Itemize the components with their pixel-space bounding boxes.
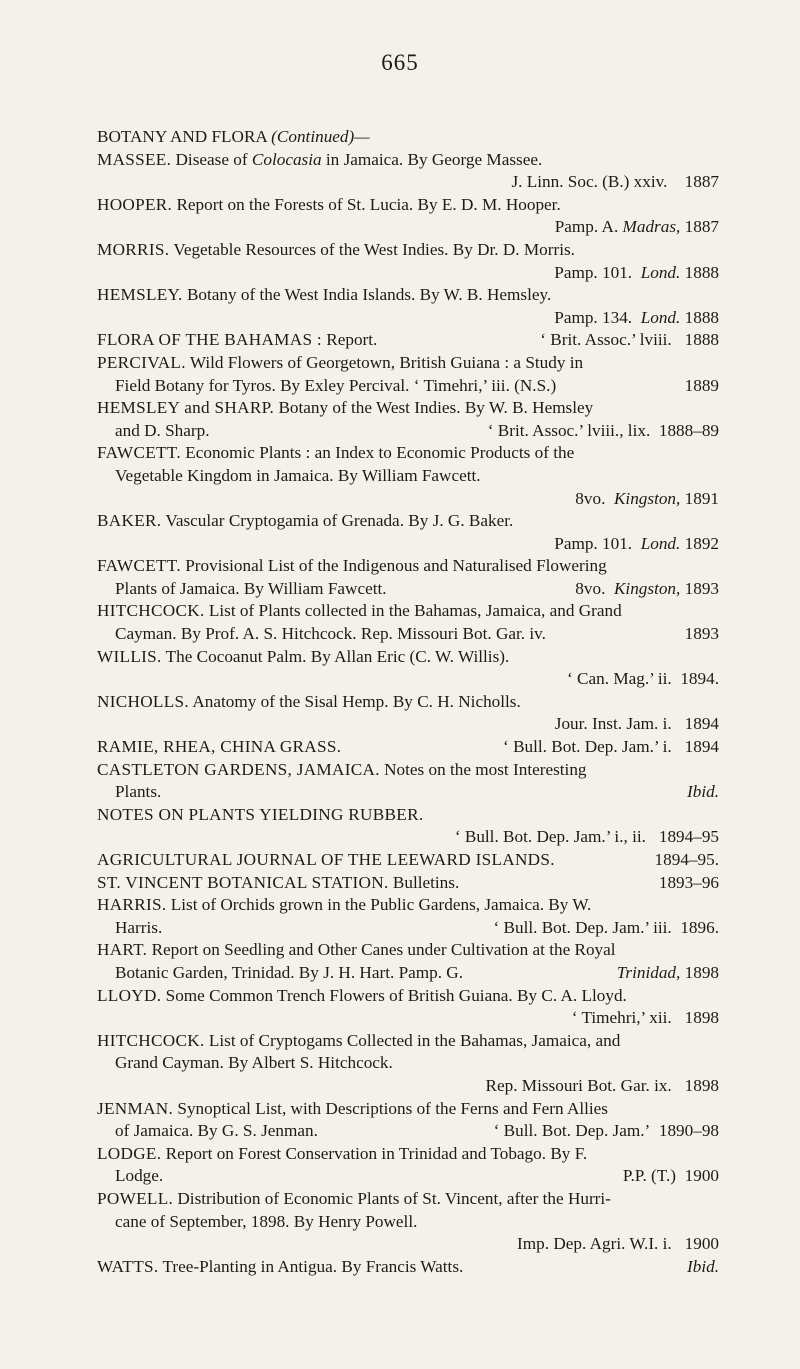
section-heading-continued: (Continued)— <box>271 127 370 146</box>
entry-ibid: Ibid. <box>687 1256 719 1276</box>
entry-year: 1893–96 <box>658 872 719 892</box>
entry-author: CASTLETON GARDENS, JAMAICA. <box>97 759 380 779</box>
entry-hitchcock-1893 <box>97 600 719 645</box>
entry-lodge <box>97 1143 719 1188</box>
entry-title: Botany of the West Indies. By W. B. Hemsley <box>278 398 594 418</box>
entry-year: 1900 <box>684 1166 719 1186</box>
entry-title: List of Cryptogams Collected in the Bahamas, Jamaica, and <box>208 1030 621 1050</box>
entry-morris <box>97 239 719 284</box>
entry-author: LODGE. <box>97 1143 162 1163</box>
entry-citation: 8vo. <box>575 578 606 598</box>
entry-citation: ‘ Brit. Assoc.’ lviii., lix. <box>487 420 651 440</box>
entry-author: LLOYD. <box>97 985 162 1005</box>
entry-watts <box>97 1256 719 1279</box>
entry-citation: ‘ Timehri,’ xii. <box>571 1008 672 1028</box>
entry-title: Some Common Trench Flowers of British Guiana. By C. A. Lloyd. <box>165 985 627 1005</box>
page-number: 665 <box>381 50 419 75</box>
entry-title-cont: Cayman. By Prof. A. S. Hitchcock. Rep. Missouri Bot. Gar. iv. <box>115 624 546 644</box>
entry-title: Vegetable Resources of the West Indies. By Dr. D. Morris. <box>173 239 575 259</box>
entry-title-rest: in Jamaica. By George Massee. <box>325 149 543 169</box>
entry-author: FLORA OF THE BAHAMAS : <box>97 330 322 350</box>
entry-citation: 8vo. <box>575 488 606 508</box>
entry-hooper <box>97 194 719 239</box>
entry-author: HEMSLEY. <box>97 285 183 305</box>
entry-harris <box>97 894 719 939</box>
entry-year: 1900 <box>684 1234 719 1254</box>
entry-author: HITCHCOCK. <box>97 1030 205 1050</box>
entry-citation: ‘ Brit. Assoc.’ lviii. <box>540 330 672 350</box>
entry-title-cont: Plants. <box>115 782 162 802</box>
entry-author: NOTES ON PLANTS YIELDING RUBBER. <box>97 804 424 824</box>
entry-willis <box>97 646 719 691</box>
entry-citation: Pamp. A. <box>554 217 619 237</box>
entry-title: Distribution of Economic Plants of St. Vincent, after the Hurri- <box>177 1188 611 1208</box>
entry-title-cont: Field Botany for Tyros. By Exley Percival. ‘ Timehri,’ iii. (N.S.) <box>115 375 557 395</box>
entry-title-cont: and D. Sharp. <box>115 420 210 440</box>
entry-year: 1898 <box>684 1008 719 1028</box>
entry-title-cont: Lodge. <box>115 1166 164 1186</box>
entry-author: HARRIS. <box>97 895 167 915</box>
entry-author: HEMSLEY and SHARP. <box>97 398 275 418</box>
entry-notes-rubber <box>97 804 719 849</box>
entry-author: HITCHCOCK. <box>97 601 205 621</box>
entry-title: Report on Forest Conservation in Trinidad and Tobago. By F. <box>165 1143 588 1163</box>
entry-place: Lond. <box>640 262 681 282</box>
entry-citation: ‘ Bull. Bot. Dep. Jam.’ iii. <box>493 917 672 937</box>
entry-title: Disease of <box>175 149 248 169</box>
entry-title-cont: of Jamaica. By G. S. Jenman. <box>115 1121 318 1141</box>
entry-jenman <box>97 1098 719 1143</box>
entry-citation: Rep. Missouri Bot. Gar. ix. <box>485 1075 672 1095</box>
entry-title: Report on Seedling and Other Canes under Cultivation at the Royal <box>151 940 616 960</box>
entry-author: RAMIE, RHEA, CHINA GRASS. <box>97 737 342 757</box>
entry-title-cont: cane of September, 1898. By Henry Powell. <box>115 1211 418 1231</box>
entry-author: WATTS. <box>97 1256 159 1276</box>
entry-hart <box>97 939 719 984</box>
entry-place: Kingston, <box>613 578 681 598</box>
entry-year: 1888 <box>684 262 719 282</box>
entry-title: Report. <box>326 330 378 350</box>
entry-title: The Cocoanut Palm. By Allan Eric (C. W. Willis). <box>165 646 510 666</box>
entry-title: Economic Plants : an Index to Economic Products of the <box>185 443 575 463</box>
entry-citation: Imp. Dep. Agri. W.I. i. <box>517 1234 672 1254</box>
entry-title: Botany of the West India Islands. By W. B. Hemsley. <box>186 285 552 305</box>
entry-author: AGRICULTURAL JOURNAL OF THE LEEWARD ISLANDS. <box>97 850 555 869</box>
entry-year: 1887 <box>684 172 719 192</box>
entry-flora-bahamas <box>97 329 719 352</box>
entry-author: ST. VINCENT BOTANICAL STATION. <box>97 872 389 892</box>
entry-year: 1894 <box>684 714 719 734</box>
entry-title-cont: Harris. <box>115 917 163 937</box>
entry-author: POWELL. <box>97 1188 174 1208</box>
entry-lloyd <box>97 985 719 1030</box>
entry-year: 1887 <box>684 217 719 237</box>
entry-title: Synoptical List, with Descriptions of the Ferns and Fern Allies <box>177 1098 608 1118</box>
entry-fawcett-1893 <box>97 555 719 600</box>
entry-citation: ‘ Bull. Bot. Dep. Jam.’ i., ii. <box>454 827 646 847</box>
entry-title: Notes on the most Interesting <box>384 759 587 779</box>
entry-title-cont: Plants of Jamaica. By William Fawcett. <box>115 578 387 598</box>
entry-author: MORRIS. <box>97 239 170 259</box>
entry-year: 1898 <box>684 962 719 982</box>
entry-ibid: Ibid. <box>687 782 719 802</box>
entry-st-vincent <box>97 872 719 895</box>
entry-citation: Jour. Inst. Jam. i. <box>554 714 672 734</box>
entry-fawcett-1891 <box>97 442 719 510</box>
entry-year: 1894 <box>684 737 719 757</box>
entry-author: HART. <box>97 940 148 960</box>
entry-author: WILLIS. <box>97 646 162 666</box>
entry-title-cont: Botanic Garden, Trinidad. By J. H. Hart. Pamp. G. <box>115 962 464 982</box>
entry-title: Tree-Planting in Antigua. By Francis Watts. <box>162 1256 464 1276</box>
entry-title-italic: Colocasia <box>251 149 322 169</box>
section-heading <box>97 126 719 149</box>
entry-year: 1896. <box>680 917 719 937</box>
entry-title: Report on the Forests of St. Lucia. By E. D. M. Hooper. <box>176 194 561 214</box>
entry-citation: Pamp. 101. <box>554 262 633 282</box>
entry-title: Bulletins. <box>392 872 460 892</box>
entry-author: JENMAN. <box>97 1098 174 1118</box>
entry-title-cont: Grand Cayman. By Albert S. Hitchcock. <box>115 1053 393 1073</box>
entry-place: Madras, <box>622 217 681 237</box>
entry-place: Lond. <box>640 307 681 327</box>
entry-massee <box>97 149 719 194</box>
entry-citation: J. Linn. Soc. (B.) xxiv. <box>511 172 668 192</box>
entry-percival <box>97 352 719 397</box>
entry-title: List of Orchids grown in the Public Gardens, Jamaica. By W. <box>170 895 592 915</box>
entry-year: 1893 <box>684 578 719 598</box>
entry-year: 1898 <box>684 1075 719 1095</box>
entry-author: FAWCETT. <box>97 556 181 576</box>
entry-year: 1893 <box>684 624 719 644</box>
entry-author: MASSEE. <box>97 149 172 169</box>
entry-author: BAKER. <box>97 511 162 531</box>
entry-year: 1894–95. <box>654 850 719 869</box>
entry-powell <box>97 1188 719 1256</box>
entry-ramie <box>97 736 719 759</box>
entry-citation: Pamp. 101. <box>554 533 633 553</box>
entry-title: Wild Flowers of Georgetown, British Guiana : a Study in <box>189 352 584 372</box>
entry-hemsley-sharp <box>97 397 719 442</box>
entry-castleton <box>97 759 719 804</box>
entry-hemsley <box>97 284 719 329</box>
entry-baker <box>97 510 719 555</box>
entry-title-cont: Vegetable Kingdom in Jamaica. By William Fawcett. <box>115 465 481 485</box>
entry-author: NICHOLLS. <box>97 691 189 711</box>
entry-citation: ‘ Bull. Bot. Dep. Jam.’ i. <box>503 737 672 757</box>
entry-year: 1888–89 <box>658 420 719 440</box>
entry-author: HOOPER. <box>97 194 173 214</box>
entry-hitchcock-1898 <box>97 1030 719 1098</box>
entry-citation: Pamp. 134. <box>554 307 633 327</box>
entry-place: Lond. <box>640 533 681 553</box>
entry-title: Provisional List of the Indigenous and Naturalised Flowering <box>185 556 607 576</box>
section-heading-main: BOTANY AND FLORA <box>97 127 267 146</box>
entry-citation: P.P. (T.) <box>622 1166 677 1186</box>
entry-year: 1892 <box>684 533 719 553</box>
entry-year: 1894–95 <box>658 827 719 847</box>
entry-place: Kingston, <box>613 488 681 508</box>
entry-title: Anatomy of the Sisal Hemp. By C. H. Nicholls. <box>192 691 521 711</box>
entry-year: 1891 <box>684 488 719 508</box>
entry-year: 1888 <box>684 307 719 327</box>
entry-year: 1890–98 <box>658 1121 719 1141</box>
entry-citation: ‘ Can. Mag.’ ii. <box>567 669 672 689</box>
entry-title: List of Plants collected in the Bahamas, Jamaica, and Grand <box>208 601 622 621</box>
entry-citation: ‘ Bull. Bot. Dep. Jam.’ <box>493 1121 651 1141</box>
entry-place: Trinidad, <box>616 962 681 982</box>
entry-year: 1894. <box>680 669 719 689</box>
entry-nicholls <box>97 691 719 736</box>
entry-agricultural-journal <box>97 849 719 872</box>
entry-year: 1889 <box>684 375 719 395</box>
entry-author: FAWCETT. <box>97 443 181 463</box>
entry-author: PERCIVAL. <box>97 352 186 372</box>
entry-year: 1888 <box>684 330 719 350</box>
entry-title: Vascular Cryptogamia of Grenada. By J. G. Baker. <box>165 511 514 531</box>
bibliography-list <box>97 126 719 1278</box>
